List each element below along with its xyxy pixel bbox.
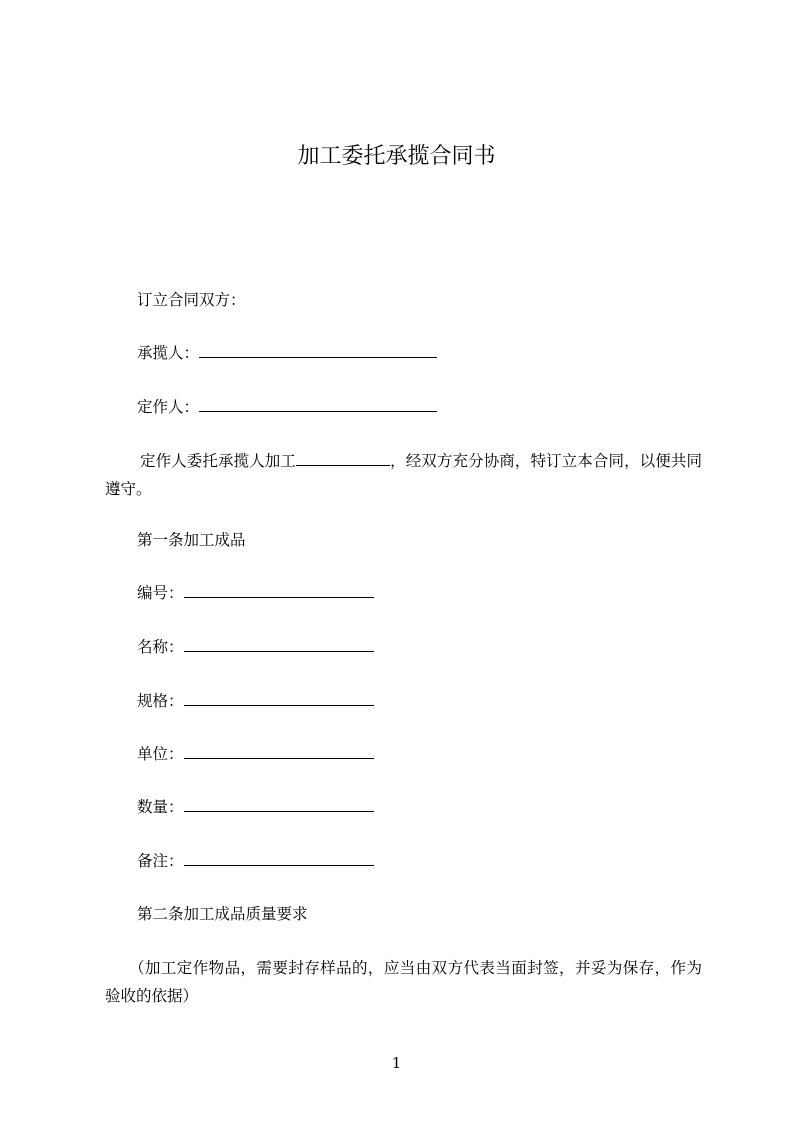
field-blank[interactable] (184, 849, 374, 866)
field-remarks (137, 847, 374, 875)
field-label: 名称： (137, 638, 184, 656)
field-label: 备注： (137, 852, 184, 870)
field-label: 规格： (137, 692, 184, 710)
contractor-line (137, 339, 437, 367)
orderer-blank[interactable] (199, 395, 437, 412)
field-label: 单位： (137, 745, 184, 763)
field-spec (137, 687, 374, 715)
field-label: 编号： (137, 584, 184, 602)
field-name (137, 633, 374, 661)
field-blank[interactable] (184, 795, 374, 812)
field-blank[interactable] (184, 581, 374, 598)
field-unit (137, 740, 374, 768)
article2-note: （加工定作物品，需要封存样品的，应当由双方代表当面封签，并妥为保存，作为验收的依据） (105, 959, 702, 1005)
page-number: 1 (391, 1054, 402, 1072)
field-blank[interactable] (184, 635, 374, 652)
intro-before: 定作人委托承揽人加工 (140, 452, 296, 470)
orderer-line (137, 393, 437, 421)
article2-heading: 第二条加工成品质量要求 (137, 905, 308, 923)
field-blank[interactable] (184, 742, 374, 759)
field-number (137, 579, 374, 607)
product-blank[interactable] (296, 449, 390, 466)
article1-heading: 第一条加工成品 (137, 531, 246, 549)
intro-paragraph (105, 447, 702, 503)
orderer-label: 定作人： (137, 398, 200, 416)
field-quantity (137, 793, 374, 821)
document-title: 加工委托承揽合同书 (297, 144, 496, 169)
parties-heading: 订立合同双方： (137, 291, 246, 309)
field-blank[interactable] (184, 689, 374, 706)
field-label: 数量： (137, 798, 184, 816)
contractor-label: 承揽人： (137, 344, 200, 362)
intro-after: ，经双方充分协商，特订立本合同，以便共同遵守。 (105, 452, 702, 498)
contractor-blank[interactable] (199, 341, 437, 358)
